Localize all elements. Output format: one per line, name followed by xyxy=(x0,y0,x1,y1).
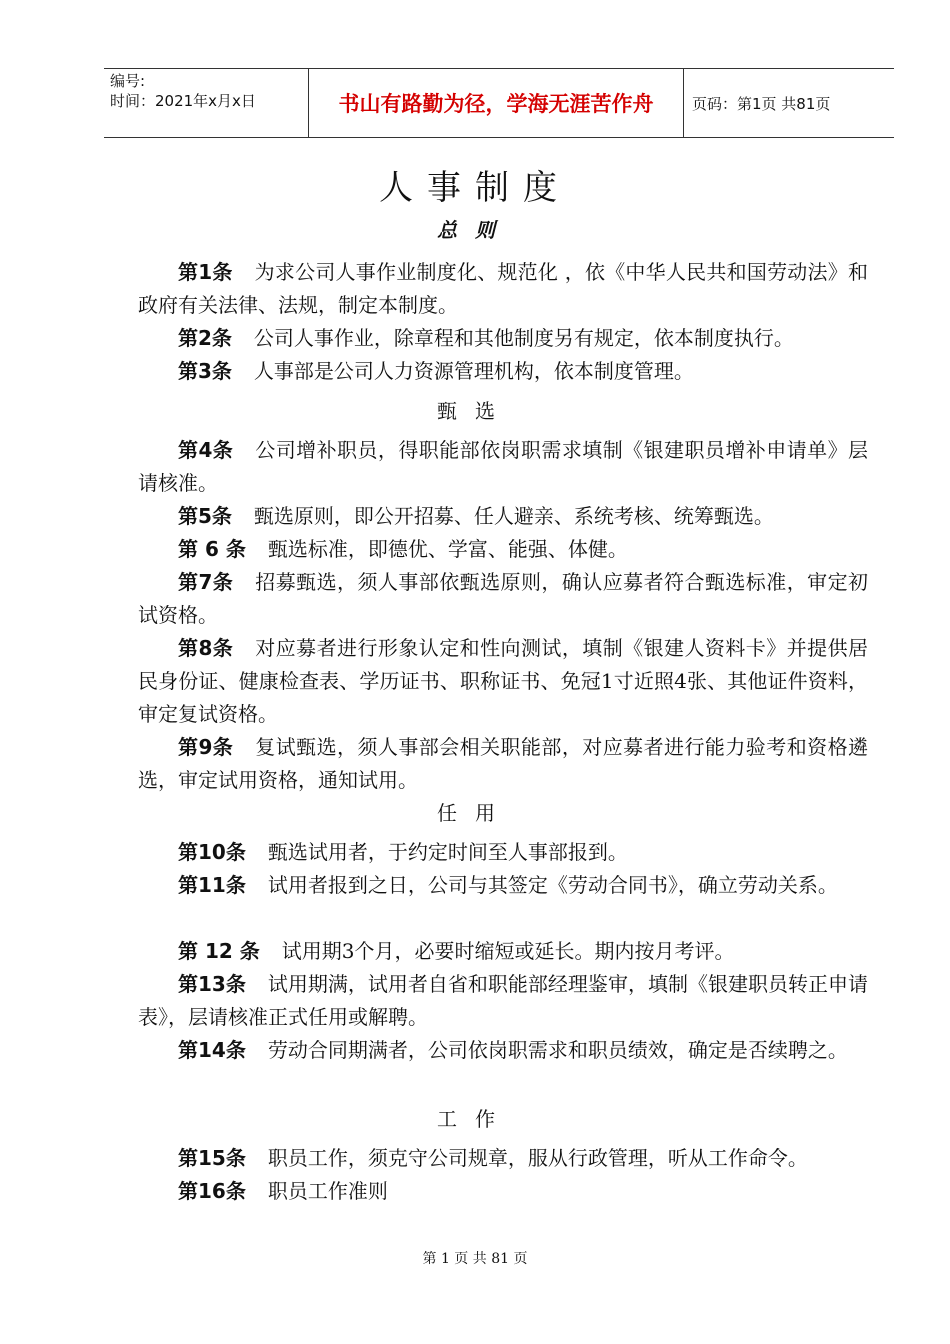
article-text: 职员工作，须克守公司规章，服从行政管理，听从工作命令。 xyxy=(267,1146,808,1170)
article xyxy=(138,322,868,355)
article-text: 试用期满，试用者自省和职能部经理鉴审，填制《银建职员转正申请表》，层请核准正式任用或解聘。 xyxy=(138,972,869,1029)
article-text: 人事部是公司人力资源管理机构，依本制度管理。 xyxy=(253,359,694,383)
article-text: 甄选原则，即公开招募、任人避亲、系统考核、统筹甄选。 xyxy=(253,504,774,528)
article-text: 甄选试用者，于约定时间至人事部报到。 xyxy=(267,840,628,864)
article xyxy=(138,731,868,797)
article-number: 第3条 xyxy=(178,359,232,383)
article-number: 第2条 xyxy=(178,326,232,350)
article-text: 试用期3个月，必要时缩短或延长。期内按月考评。 xyxy=(281,939,735,963)
article xyxy=(138,836,868,869)
article-number: 第9条 xyxy=(178,735,234,759)
page-footer: 第 1 页 共 81 页 xyxy=(422,1251,528,1267)
section-selection: 甄选 xyxy=(437,399,513,423)
article xyxy=(138,1034,868,1067)
article-number: 第15条 xyxy=(178,1146,246,1170)
article xyxy=(138,533,868,566)
section-appointment: 任用 xyxy=(437,801,513,825)
article xyxy=(138,1142,868,1175)
article xyxy=(138,434,868,500)
article xyxy=(138,355,868,388)
article-text: 劳动合同期满者，公司依岗职需求和职员绩效，确定是否续聘之。 xyxy=(267,1038,848,1062)
article-number: 第10条 xyxy=(178,840,246,864)
article-number: 第14条 xyxy=(178,1038,246,1062)
article-text: 对应募者进行形象认定和性向测试，填制《银建人资料卡》并提供居民身份证、健康检查表、学历证书、职称证书、免冠1寸近照4张、其他证件资料，审定复试资格。 xyxy=(138,636,869,726)
article xyxy=(138,935,868,968)
article xyxy=(138,1175,868,1208)
article xyxy=(138,632,868,731)
header-meta xyxy=(104,69,309,137)
article-text: 招募甄选，须人事部依甄选原则，确认应募者符合甄选标准，审定初试资格。 xyxy=(138,570,869,627)
article-text: 复试甄选，须人事部会相关职能部，对应募者进行能力验考和资格遴选，审定试用资格，通知试用。 xyxy=(138,735,869,792)
article xyxy=(138,256,868,322)
article xyxy=(138,968,868,1034)
article-number: 第 12 条 xyxy=(178,939,260,963)
article-number: 第4条 xyxy=(178,438,234,462)
section-work: 工作 xyxy=(437,1107,513,1131)
article xyxy=(138,500,868,533)
article xyxy=(138,566,868,632)
header-page-info: 页码：第1页 共81页 xyxy=(692,94,831,113)
header-motto: 书山有路勤为径，学海无涯苦作舟 xyxy=(309,69,684,137)
article-text: 为求公司人事作业制度化、规范化 ，依《中华人民共和国劳动法》和政府有关法律、法规，制定本制度。 xyxy=(138,260,868,317)
document-header xyxy=(104,68,894,138)
article-text: 甄选标准，即德优、学富、能强、体健。 xyxy=(267,537,628,561)
number-label: 编号: xyxy=(110,72,146,90)
article-number: 第7条 xyxy=(178,570,234,594)
article-number: 第13条 xyxy=(178,972,246,996)
time-label: 时间：2021年x月x日 xyxy=(110,92,256,110)
article-text: 公司增补职员，得职能部依岗职需求填制《银建职员增补申请单》层请核准。 xyxy=(138,438,869,495)
article-text: 职员工作准则 xyxy=(267,1179,388,1203)
article-number: 第1条 xyxy=(178,260,233,284)
article-number: 第 6 条 xyxy=(178,537,246,561)
article-number: 第11条 xyxy=(178,873,246,897)
article xyxy=(138,869,868,902)
article-number: 第8条 xyxy=(178,636,234,660)
article-number: 第16条 xyxy=(178,1179,246,1203)
section-general: 总则 xyxy=(437,218,513,242)
article-text: 试用者报到之日，公司与其签定《劳动合同书》，确立劳动关系。 xyxy=(267,873,838,897)
page-title: 人事制度 xyxy=(379,168,571,208)
article-number: 第5条 xyxy=(178,504,232,528)
article-text: 公司人事作业，除章程和其他制度另有规定，依本制度执行。 xyxy=(253,326,794,350)
